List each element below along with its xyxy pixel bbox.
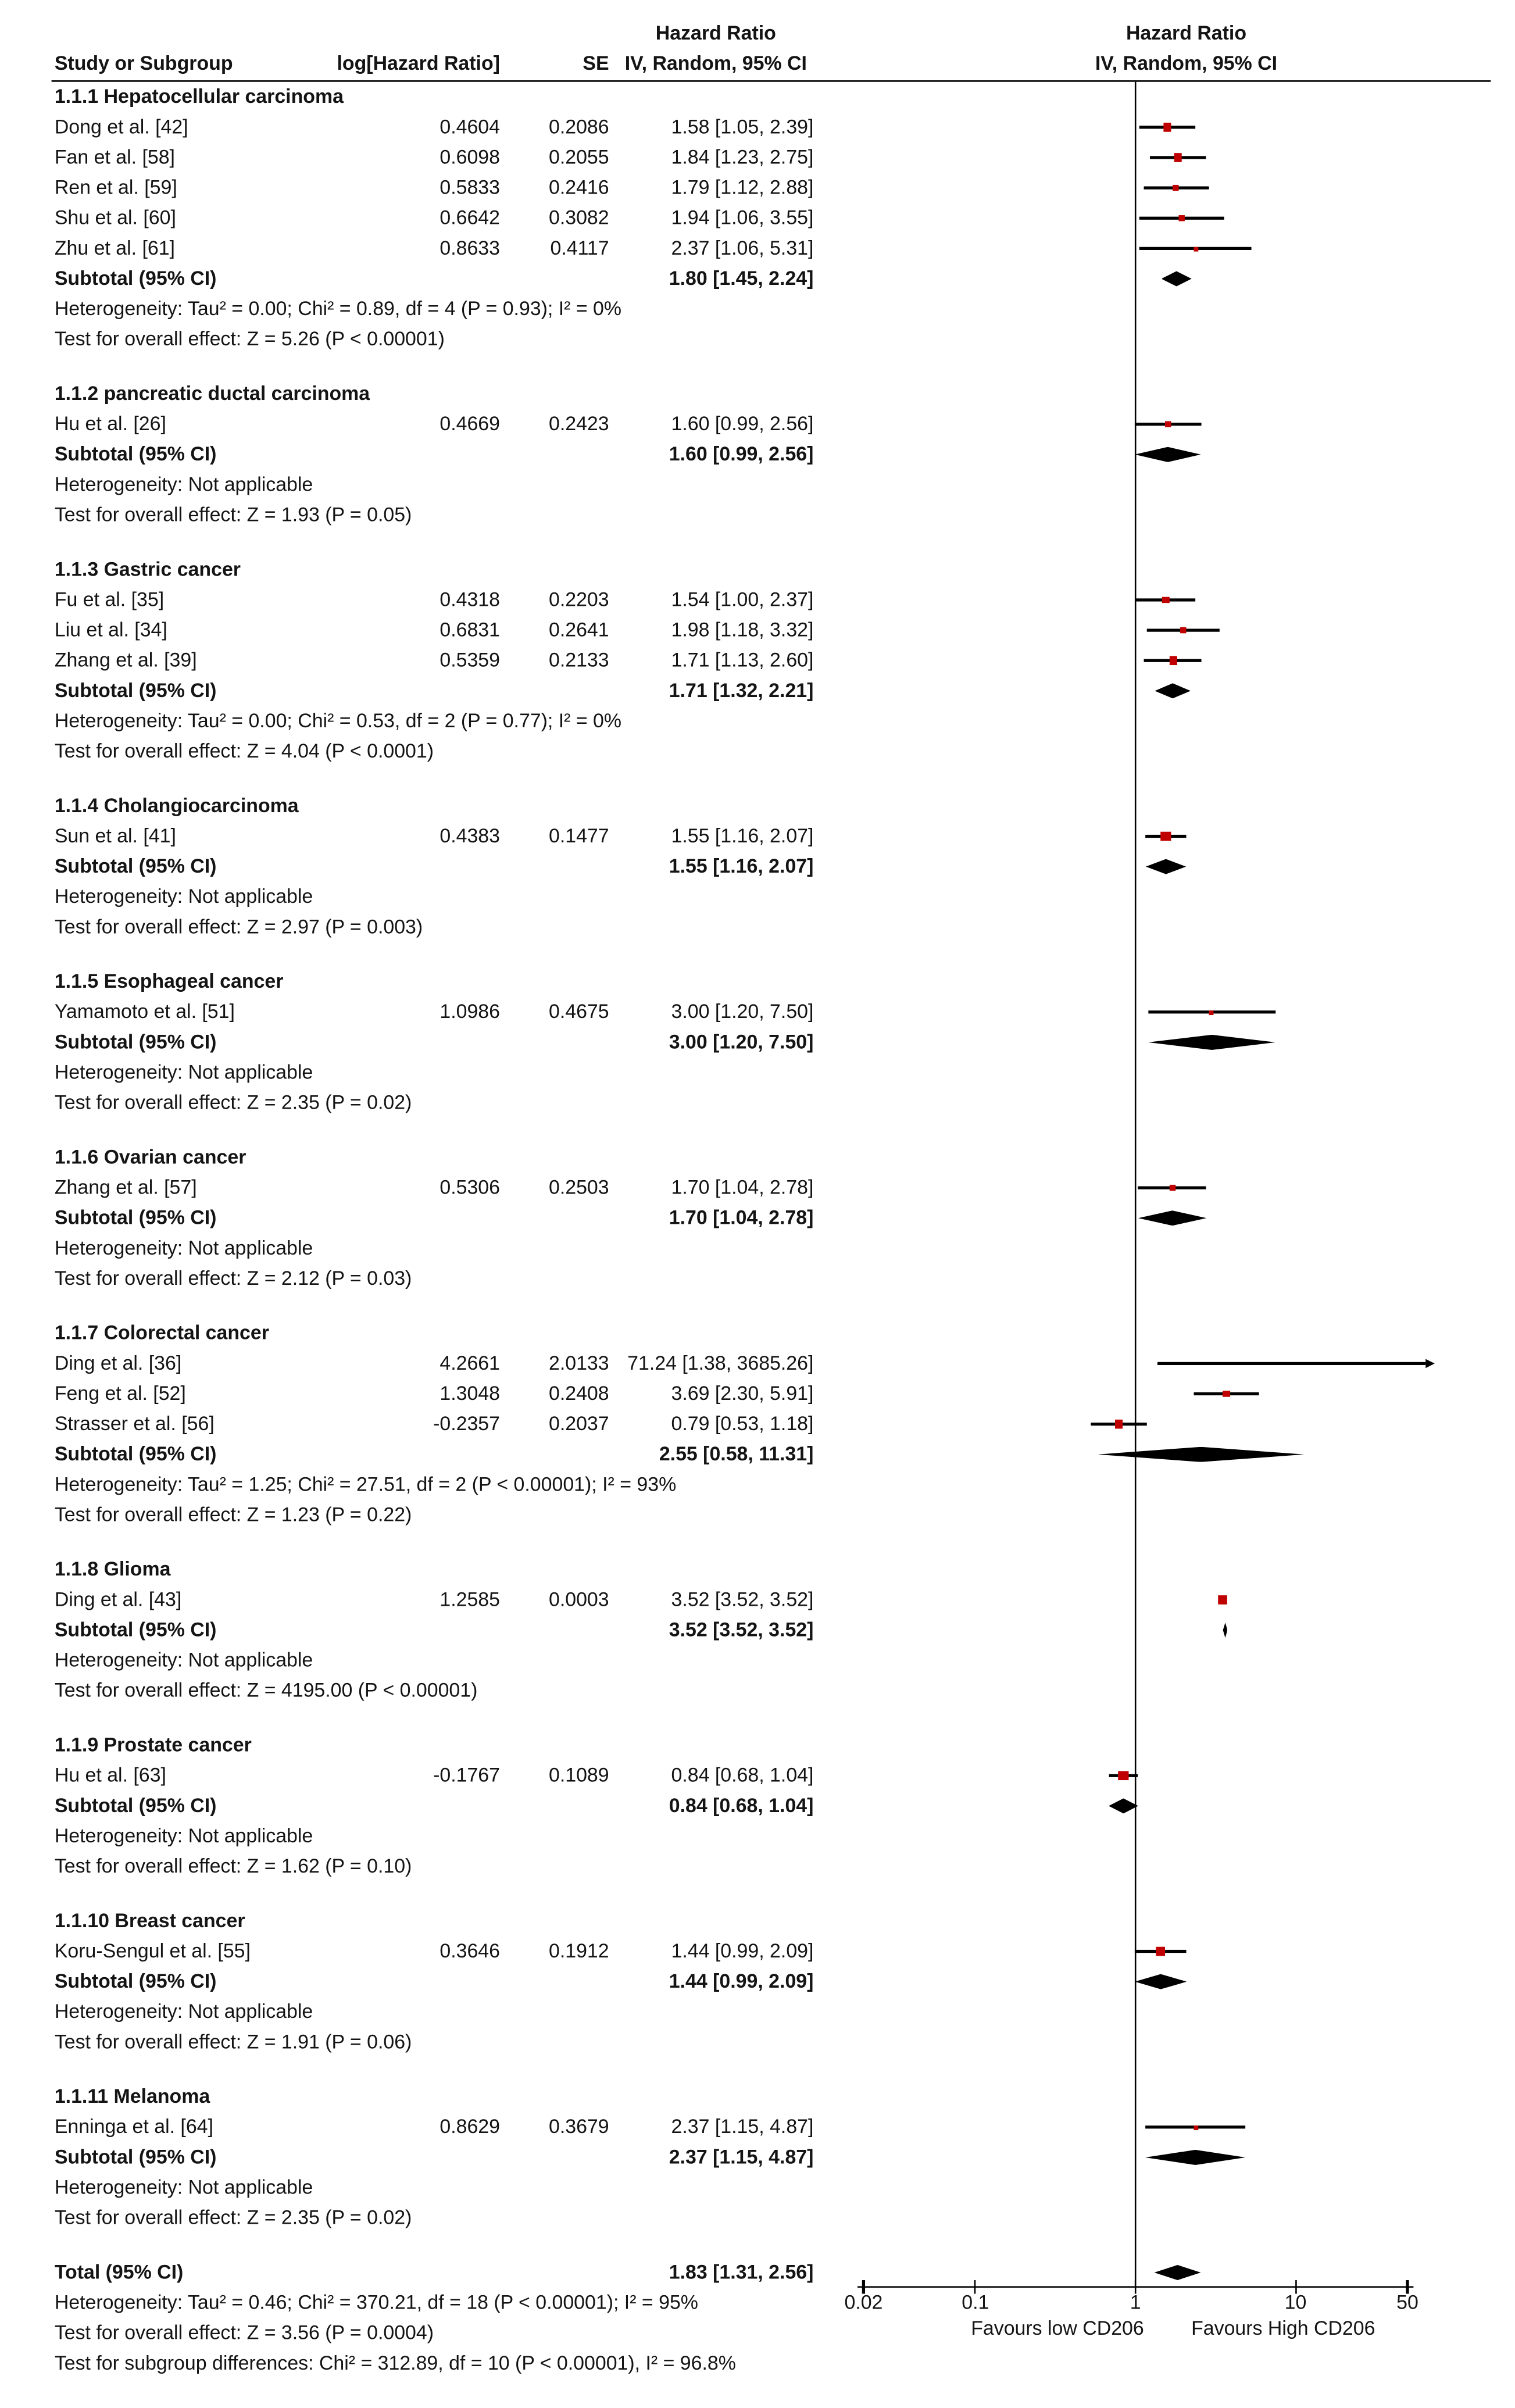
subgroup-test-text: Test for subgroup differences: Chi² = 312.89, df = 10 (P < 0.00001), I² = 96.8%: [54, 2351, 736, 2374]
heterogeneity-text: Heterogeneity: Not applicable: [54, 1999, 313, 2023]
study-row: [0, 142, 1515, 173]
study-se: 0.2416: [548, 176, 609, 199]
heterogeneity-text: Heterogeneity: Tau² = 0.00; Chi² = 0.53, df = 2 (P = 0.77); I² = 0%: [54, 709, 622, 732]
study-se: 0.4117: [550, 236, 609, 259]
overall-effect-row: [0, 2203, 1515, 2233]
subtotal-row: [0, 1439, 1515, 1470]
ci-arrow-right-icon: [1425, 1359, 1435, 1368]
study-se: 0.2641: [548, 618, 609, 641]
effect-marker: [1223, 1391, 1230, 1398]
study-se: 2.0133: [548, 1351, 609, 1374]
group-gap: [0, 1294, 1515, 1319]
study-se: 0.2055: [548, 145, 609, 169]
heterogeneity-row: [0, 706, 1515, 736]
study-se: 0.1089: [548, 1763, 609, 1787]
study-name: Ding et al. [36]: [54, 1351, 182, 1374]
heterogeneity-row: [0, 1997, 1515, 2027]
subtotal-diamond: [1223, 1623, 1228, 1638]
heterogeneity-row: [0, 1821, 1515, 1851]
group-gap: [0, 942, 1515, 967]
study-ci: 1.70 [1.04, 2.78]: [671, 1176, 814, 1199]
study-name: Strasser et al. [56]: [54, 1412, 215, 1435]
overall-effect-text: Test for overall effect: Z = 1.91 (P = 0.06): [54, 2030, 412, 2053]
study-ci: 1.98 [1.18, 3.32]: [671, 618, 814, 641]
study-se: 0.3679: [548, 2114, 609, 2138]
study-loghr: 4.2661: [440, 1351, 500, 1374]
overall-effect-text: Test for overall effect: Z = 5.26 (P < 0.00001): [54, 327, 445, 350]
effect-marker: [1164, 421, 1171, 428]
subtotal-row: [0, 440, 1515, 470]
subgroup-header-row: [0, 379, 1515, 409]
study-name: Yamamoto et al. [51]: [54, 999, 235, 1023]
study-se: 0.3082: [548, 206, 609, 229]
subgroup-label: 1.1.8 Glioma: [54, 1557, 171, 1581]
study-name: Dong et al. [42]: [54, 115, 188, 138]
subtotal-diamond: [1135, 1974, 1187, 1989]
overall-effect-row: [0, 1263, 1515, 1294]
heterogeneity-row: [0, 1470, 1515, 1500]
study-se: 0.2203: [548, 588, 609, 611]
subtotal-ci: 1.80 [1.45, 2.24]: [669, 266, 814, 290]
effect-marker: [1193, 246, 1198, 251]
study-ci: 3.52 [3.52, 3.52]: [671, 1588, 814, 1611]
subtotal-ci: 1.60 [0.99, 2.56]: [669, 442, 814, 466]
subgroup-header-row: [0, 791, 1515, 821]
table-header: [0, 0, 1515, 82]
group-gap: [0, 1882, 1515, 1906]
subtotal-diamond: [1146, 859, 1186, 874]
study-loghr: 0.4604: [440, 115, 500, 138]
study-row: [0, 1936, 1515, 1966]
study-se: 0.2503: [548, 1176, 609, 1199]
header-row-2: [0, 48, 1515, 78]
study-ci: 2.37 [1.15, 4.87]: [671, 2114, 814, 2138]
overall-effect-text: Test for overall effect: Z = 2.12 (P = 0.03): [54, 1266, 412, 1289]
overall-effect-text: Test for overall effect: Z = 4195.00 (P < 0.00001): [54, 1678, 478, 1702]
overall-effect-row: [0, 912, 1515, 942]
overall-effect-text: Test for overall effect: Z = 1.23 (P = 0.22): [54, 1503, 412, 1526]
overall-effect-row: [0, 324, 1515, 355]
subgroup-header-row: [0, 1142, 1515, 1173]
effect-marker: [1169, 656, 1177, 664]
effect-marker: [1115, 1420, 1123, 1428]
study-ci: 2.37 [1.06, 5.31]: [671, 236, 814, 259]
heterogeneity-row: [0, 470, 1515, 500]
subgroup-header-row: [0, 1730, 1515, 1760]
subgroup-label: 1.1.2 pancreatic ductal carcinoma: [54, 381, 370, 405]
subtotal-label: Subtotal (95% CI): [54, 1969, 217, 1992]
study-loghr: 0.4318: [440, 588, 500, 611]
study-se: 0.1912: [548, 1939, 609, 1962]
heterogeneity-text: Heterogeneity: Tau² = 0.00; Chi² = 0.89, df = 4 (P = 0.93); I² = 0%: [54, 296, 622, 320]
effect-marker: [1210, 1010, 1214, 1014]
heterogeneity-row: [0, 882, 1515, 912]
subgroup-label: 1.1.3 Gastric cancer: [54, 558, 241, 581]
study-loghr: 0.5306: [440, 1176, 500, 1199]
study-se: 0.2037: [548, 1412, 609, 1435]
axis-block: [0, 2288, 1515, 2378]
subtotal-label: Subtotal (95% CI): [54, 1794, 217, 1817]
study-loghr: -0.1767: [433, 1763, 500, 1787]
heterogeneity-row: [0, 1233, 1515, 1263]
overall-effect-row: [0, 1675, 1515, 1706]
subtotal-label: Subtotal (95% CI): [54, 1206, 217, 1229]
hazard-ratio-header-left: Hazard Ratio: [655, 21, 776, 44]
study-name: Enninga et al. [64]: [54, 2114, 213, 2138]
subgroup-label: 1.1.7 Colorectal cancer: [54, 1321, 269, 1344]
study-loghr: 1.2585: [440, 1588, 500, 1611]
overall-effect-text: Test for overall effect: Z = 1.62 (P = 0.10): [54, 1854, 412, 1877]
study-row: [0, 997, 1515, 1027]
axis-tick-label: 50: [1396, 2291, 1418, 2314]
subtotal-ci: 0.84 [0.68, 1.04]: [669, 1794, 814, 1817]
overall-effect-text: Test for overall effect: Z = 2.35 (P = 0.02): [54, 2206, 412, 2229]
total-ci: 1.83 [1.31, 2.56]: [669, 2260, 814, 2284]
study-loghr: 0.8629: [440, 2114, 500, 2138]
subtotal-row: [0, 676, 1515, 706]
subtotal-ci: 1.70 [1.04, 2.78]: [669, 1206, 814, 1229]
effect-marker: [1173, 184, 1180, 191]
subtotal-label: Subtotal (95% CI): [54, 1618, 217, 1641]
study-ci: 1.55 [1.16, 2.07]: [671, 824, 814, 847]
axis-tick-label: 10: [1284, 2291, 1307, 2314]
effect-marker: [1161, 831, 1171, 841]
subtotal-diamond: [1098, 1447, 1304, 1462]
study-row: [0, 821, 1515, 851]
study-loghr: 0.5833: [440, 176, 500, 199]
study-ci: 3.00 [1.20, 7.50]: [671, 999, 814, 1023]
subtotal-row: [0, 263, 1515, 294]
subgroup-header-row: [0, 1906, 1515, 1936]
study-ci: 0.79 [0.53, 1.18]: [671, 1412, 814, 1435]
subtotal-label: Subtotal (95% CI): [54, 854, 217, 877]
study-loghr: 1.3048: [440, 1381, 500, 1405]
group-gap: [0, 2057, 1515, 2082]
study-se: 0.2133: [548, 648, 609, 671]
heterogeneity-text: Heterogeneity: Not applicable: [54, 2175, 313, 2199]
study-ci: 71.24 [1.38, 3685.26]: [627, 1351, 814, 1374]
study-loghr: 0.8633: [440, 236, 500, 259]
effect-marker: [1169, 1184, 1175, 1191]
study-se: 0.0003: [548, 1588, 609, 1611]
subtotal-label: Subtotal (95% CI): [54, 1030, 217, 1053]
study-column-header: Study or Subgroup: [54, 51, 233, 74]
heterogeneity-text: Heterogeneity: Not applicable: [54, 1236, 313, 1259]
study-ci: 1.84 [1.23, 2.75]: [671, 145, 814, 169]
overall-effect-row: [0, 500, 1515, 530]
ci-column-header-right: IV, Random, 95% CI: [1095, 51, 1278, 74]
group-gap: [0, 2233, 1515, 2257]
group-gap: [0, 530, 1515, 555]
study-ci: 1.60 [0.99, 2.56]: [671, 412, 814, 435]
total-row: [0, 2257, 1515, 2288]
subtotal-label: Subtotal (95% CI): [54, 442, 217, 466]
subtotal-label: Subtotal (95% CI): [54, 2145, 217, 2168]
overall-effect-row: [0, 1852, 1515, 1882]
heterogeneity-text: Heterogeneity: Not applicable: [54, 884, 313, 908]
study-ci: 3.69 [2.30, 5.91]: [671, 1381, 814, 1405]
heterogeneity-row: [0, 1057, 1515, 1088]
axis-tick-label: 0.02: [844, 2291, 883, 2314]
subtotal-ci: 1.71 [1.32, 2.21]: [669, 678, 814, 702]
study-name: Hu et al. [26]: [54, 412, 166, 435]
study-ci: 1.79 [1.12, 2.88]: [671, 176, 814, 199]
study-ci: 1.94 [1.06, 3.55]: [671, 206, 814, 229]
group-gap: [0, 767, 1515, 791]
se-column-header: SE: [583, 51, 609, 74]
favours-left-label: Favours low CD206: [971, 2316, 1144, 2339]
effect-marker: [1163, 123, 1171, 131]
subgroup-header-row: [0, 1318, 1515, 1348]
group-gap: [0, 1530, 1515, 1555]
overall-effect-row: [0, 1088, 1515, 1118]
subtotal-diamond: [1145, 2150, 1246, 2165]
heterogeneity-text: Heterogeneity: Not applicable: [54, 1824, 313, 1847]
group-gap: [0, 1706, 1515, 1730]
subgroup-label: 1.1.9 Prostate cancer: [54, 1733, 252, 1756]
subtotal-row: [0, 1203, 1515, 1233]
subtotal-row: [0, 1967, 1515, 1997]
overall-effect-text: Test for overall effect: Z = 1.93 (P = 0.05): [54, 503, 412, 526]
study-loghr: 0.3646: [440, 1939, 500, 1962]
study-row: [0, 1173, 1515, 1203]
subtotal-ci: 2.55 [0.58, 11.31]: [659, 1442, 814, 1466]
study-loghr: 0.6642: [440, 206, 500, 229]
study-row: [0, 1760, 1515, 1791]
study-row: [0, 585, 1515, 615]
study-name: Feng et al. [52]: [54, 1381, 186, 1405]
overall-effect-row: [0, 1500, 1515, 1530]
subgroup-label: 1.1.5 Esophageal cancer: [54, 969, 284, 992]
total-test-row: [0, 2318, 1515, 2348]
study-row: [0, 1585, 1515, 1615]
subgroup-label: 1.1.1 Hepatocellular carcinoma: [54, 84, 344, 108]
overall-effect-row: [0, 2027, 1515, 2057]
study-row: [0, 233, 1515, 263]
heterogeneity-text: Heterogeneity: Tau² = 1.25; Chi² = 27.51, df = 2 (P < 0.00001); I² = 93%: [54, 1473, 677, 1496]
ci-line: [1158, 1363, 1426, 1364]
subtotal-label: Subtotal (95% CI): [54, 678, 217, 702]
heterogeneity-row: [0, 294, 1515, 324]
axis-tick-label: 1: [1130, 2291, 1141, 2314]
subtotal-diamond: [1135, 447, 1201, 462]
subgroup-header-row: [0, 967, 1515, 997]
favours-right-label: Favours High CD206: [1191, 2316, 1375, 2339]
subgroup-label: 1.1.4 Cholangiocarcinoma: [54, 794, 299, 817]
total-label: Total (95% CI): [54, 2260, 184, 2284]
header-row-1: [0, 18, 1515, 48]
study-name: Liu et al. [34]: [54, 618, 167, 641]
study-row: [0, 645, 1515, 676]
study-loghr: 1.0986: [440, 999, 500, 1023]
study-row: [0, 1348, 1515, 1378]
study-name: Zhu et al. [61]: [54, 236, 175, 259]
subtotal-row: [0, 2142, 1515, 2173]
study-row: [0, 112, 1515, 142]
subtotal-row: [0, 852, 1515, 882]
subtotal-ci: 3.52 [3.52, 3.52]: [669, 1618, 814, 1641]
heterogeneity-text: Heterogeneity: Not applicable: [54, 1060, 313, 1084]
study-name: Fan et al. [58]: [54, 145, 175, 169]
heterogeneity-text: Heterogeneity: Not applicable: [54, 473, 313, 496]
study-row: [0, 2112, 1515, 2142]
ci-column-header-left: IV, Random, 95% CI: [624, 51, 807, 74]
study-loghr: 0.4383: [440, 824, 500, 847]
subtotal-ci: 1.44 [0.99, 2.09]: [669, 1969, 814, 1992]
study-name: Sun et al. [41]: [54, 824, 176, 847]
subgroup-label: 1.1.6 Ovarian cancer: [54, 1145, 246, 1169]
subtotal-ci: 2.37 [1.15, 4.87]: [669, 2145, 814, 2168]
subtotal-diamond: [1109, 1798, 1138, 1813]
overall-effect-text: Test for overall effect: Z = 2.35 (P = 0.02): [54, 1091, 412, 1114]
loghr-column-header: log[Hazard Ratio]: [337, 51, 500, 74]
study-name: Zhang et al. [57]: [54, 1176, 197, 1199]
subgroup-header-row: [0, 555, 1515, 585]
subtotal-diamond: [1162, 271, 1192, 286]
study-row: [0, 203, 1515, 233]
study-ci: 1.54 [1.00, 2.37]: [671, 588, 814, 611]
study-row: [0, 409, 1515, 440]
heterogeneity-row: [0, 1645, 1515, 1675]
subgroup-header-row: [0, 1555, 1515, 1585]
subtotal-row: [0, 1027, 1515, 1057]
study-name: Hu et al. [63]: [54, 1763, 166, 1787]
study-name: Zhang et al. [39]: [54, 648, 197, 671]
subtotal-diamond: [1148, 1035, 1275, 1050]
study-ci: 1.71 [1.13, 2.60]: [671, 648, 814, 671]
subtotal-row: [0, 1791, 1515, 1821]
study-row: [0, 173, 1515, 203]
subgroup-header-row: [0, 82, 1515, 112]
study-ci: 0.84 [0.68, 1.04]: [671, 1763, 814, 1787]
study-ci: 1.44 [0.99, 2.09]: [671, 1939, 814, 1962]
study-name: Ding et al. [43]: [54, 1588, 182, 1611]
total-heterogeneity-text: Heterogeneity: Tau² = 0.46; Chi² = 370.21, df = 18 (P < 0.00001); I² = 95%: [54, 2291, 698, 2314]
subgroup-label: 1.1.11 Melanoma: [54, 2084, 210, 2107]
heterogeneity-text: Heterogeneity: Not applicable: [54, 1648, 313, 1671]
study-loghr: 0.5359: [440, 648, 500, 671]
subtotal-ci: 3.00 [1.20, 7.50]: [669, 1030, 814, 1053]
study-name: Koru-Sengul et al. [55]: [54, 1939, 251, 1962]
subtotal-diamond: [1138, 1210, 1207, 1226]
group-gap: [0, 1118, 1515, 1142]
study-name: Fu et al. [35]: [54, 588, 165, 611]
study-loghr: 0.6831: [440, 618, 500, 641]
subgroup-test-row: [0, 2348, 1515, 2378]
study-se: 0.2086: [548, 115, 609, 138]
subgroup-header-row: [0, 2082, 1515, 2112]
study-name: Shu et al. [60]: [54, 206, 176, 229]
study-row: [0, 615, 1515, 645]
study-loghr: 0.6098: [440, 145, 500, 169]
group-gap: [0, 355, 1515, 379]
overall-effect-text: Test for overall effect: Z = 2.97 (P = 0.003): [54, 915, 423, 938]
overall-effect-row: [0, 737, 1515, 767]
total-diamond: [1154, 2265, 1200, 2280]
subtotal-diamond: [1155, 683, 1191, 698]
effect-marker: [1156, 1947, 1165, 1956]
study-loghr: -0.2357: [433, 1412, 500, 1435]
null-line: [1135, 82, 1137, 2288]
effect-marker: [1174, 153, 1182, 162]
study-name: Ren et al. [59]: [54, 176, 177, 199]
subtotal-row: [0, 1615, 1515, 1645]
study-row: [0, 1378, 1515, 1409]
study-se: 0.2423: [548, 412, 609, 435]
study-ci: 1.58 [1.05, 2.39]: [671, 115, 814, 138]
subgroup-label: 1.1.10 Breast cancer: [54, 1909, 245, 1932]
effect-marker: [1218, 1595, 1228, 1605]
effect-marker: [1179, 216, 1184, 221]
total-test-text: Test for overall effect: Z = 3.56 (P = 0.0004): [54, 2321, 434, 2344]
forest-rows: [0, 82, 1515, 2257]
subtotal-ci: 1.55 [1.16, 2.07]: [669, 854, 814, 877]
effect-marker: [1119, 1771, 1128, 1781]
subtotal-label: Subtotal (95% CI): [54, 1442, 217, 1466]
study-se: 0.4675: [548, 999, 609, 1023]
heterogeneity-row: [0, 2173, 1515, 2203]
axis-tick-label: 0.1: [962, 2291, 989, 2314]
study-se: 0.1477: [548, 824, 609, 847]
overall-effect-text: Test for overall effect: Z = 4.04 (P < 0.0001): [54, 739, 434, 762]
study-se: 0.2408: [548, 1381, 609, 1405]
study-loghr: 0.4669: [440, 412, 500, 435]
subtotal-label: Subtotal (95% CI): [54, 266, 217, 290]
effect-marker: [1180, 627, 1186, 634]
effect-marker: [1162, 596, 1169, 603]
effect-marker: [1193, 2125, 1198, 2130]
study-row: [0, 1409, 1515, 1439]
hazard-ratio-header-right: Hazard Ratio: [1125, 21, 1247, 44]
total-heterogeneity-row: [0, 2288, 1515, 2318]
